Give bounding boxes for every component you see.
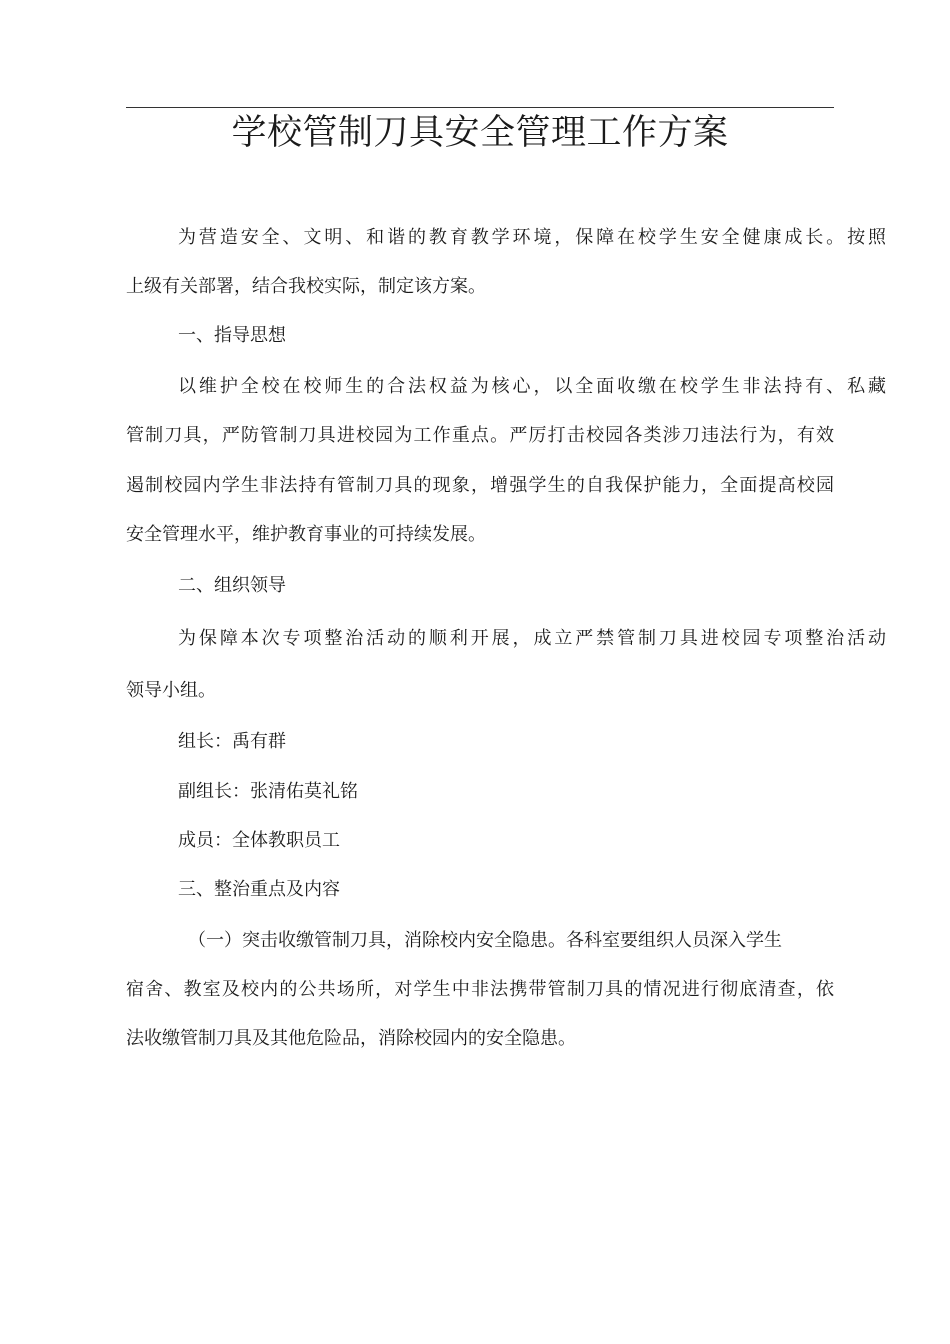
org-line-2: 领导小组。	[126, 680, 216, 701]
guiding-line-2: 管制刀具，严防管制刀具进校园为工作重点。严厉打击校园各类涉刀违法行为，有效	[126, 425, 834, 446]
org-line-1: 为保障本次专项整治活动的顺利开展，成立严禁管制刀具进校园专项整治活动	[178, 628, 886, 649]
intro-line-1: 为营造安全、文明、和谐的教育教学环境，保障在校学生安全健康成长。按照	[178, 227, 886, 248]
content-line-3: 法收缴管制刀具及其他危险品，消除校园内的安全隐患。	[126, 1028, 576, 1049]
content-line-1: （一）突击收缴管制刀具，消除校内安全隐患。各科室要组织人员深入学生	[188, 930, 782, 951]
guiding-line-3: 遏制校园内学生非法持有管制刀具的现象，增强学生的自我保护能力，全面提高校园	[126, 475, 834, 496]
section-heading-2: 二、组织领导	[178, 575, 286, 596]
header-rule	[126, 107, 834, 108]
guiding-line-4: 安全管理水平，维护教育事业的可持续发展。	[126, 524, 486, 545]
group-leader: 组长：禹有群	[178, 731, 286, 752]
section-heading-1: 一、指导思想	[178, 325, 286, 346]
guiding-line-1: 以维护全校在校师生的合法权益为核心，以全面收缴在校学生非法持有、私藏	[178, 376, 886, 397]
deputy-leader: 副组长：张清佑莫礼铭	[178, 781, 358, 802]
content-line-2: 宿舍、教室及校内的公共场所，对学生中非法携带管制刀具的情况进行彻底清查，依	[126, 979, 834, 1000]
members: 成员：全体教职员工	[178, 830, 340, 851]
intro-line-2: 上级有关部署，结合我校实际，制定该方案。	[126, 276, 486, 297]
section-heading-3: 三、整治重点及内容	[178, 879, 340, 900]
document-title: 学校管制刀具安全管理工作方案	[231, 113, 729, 153]
